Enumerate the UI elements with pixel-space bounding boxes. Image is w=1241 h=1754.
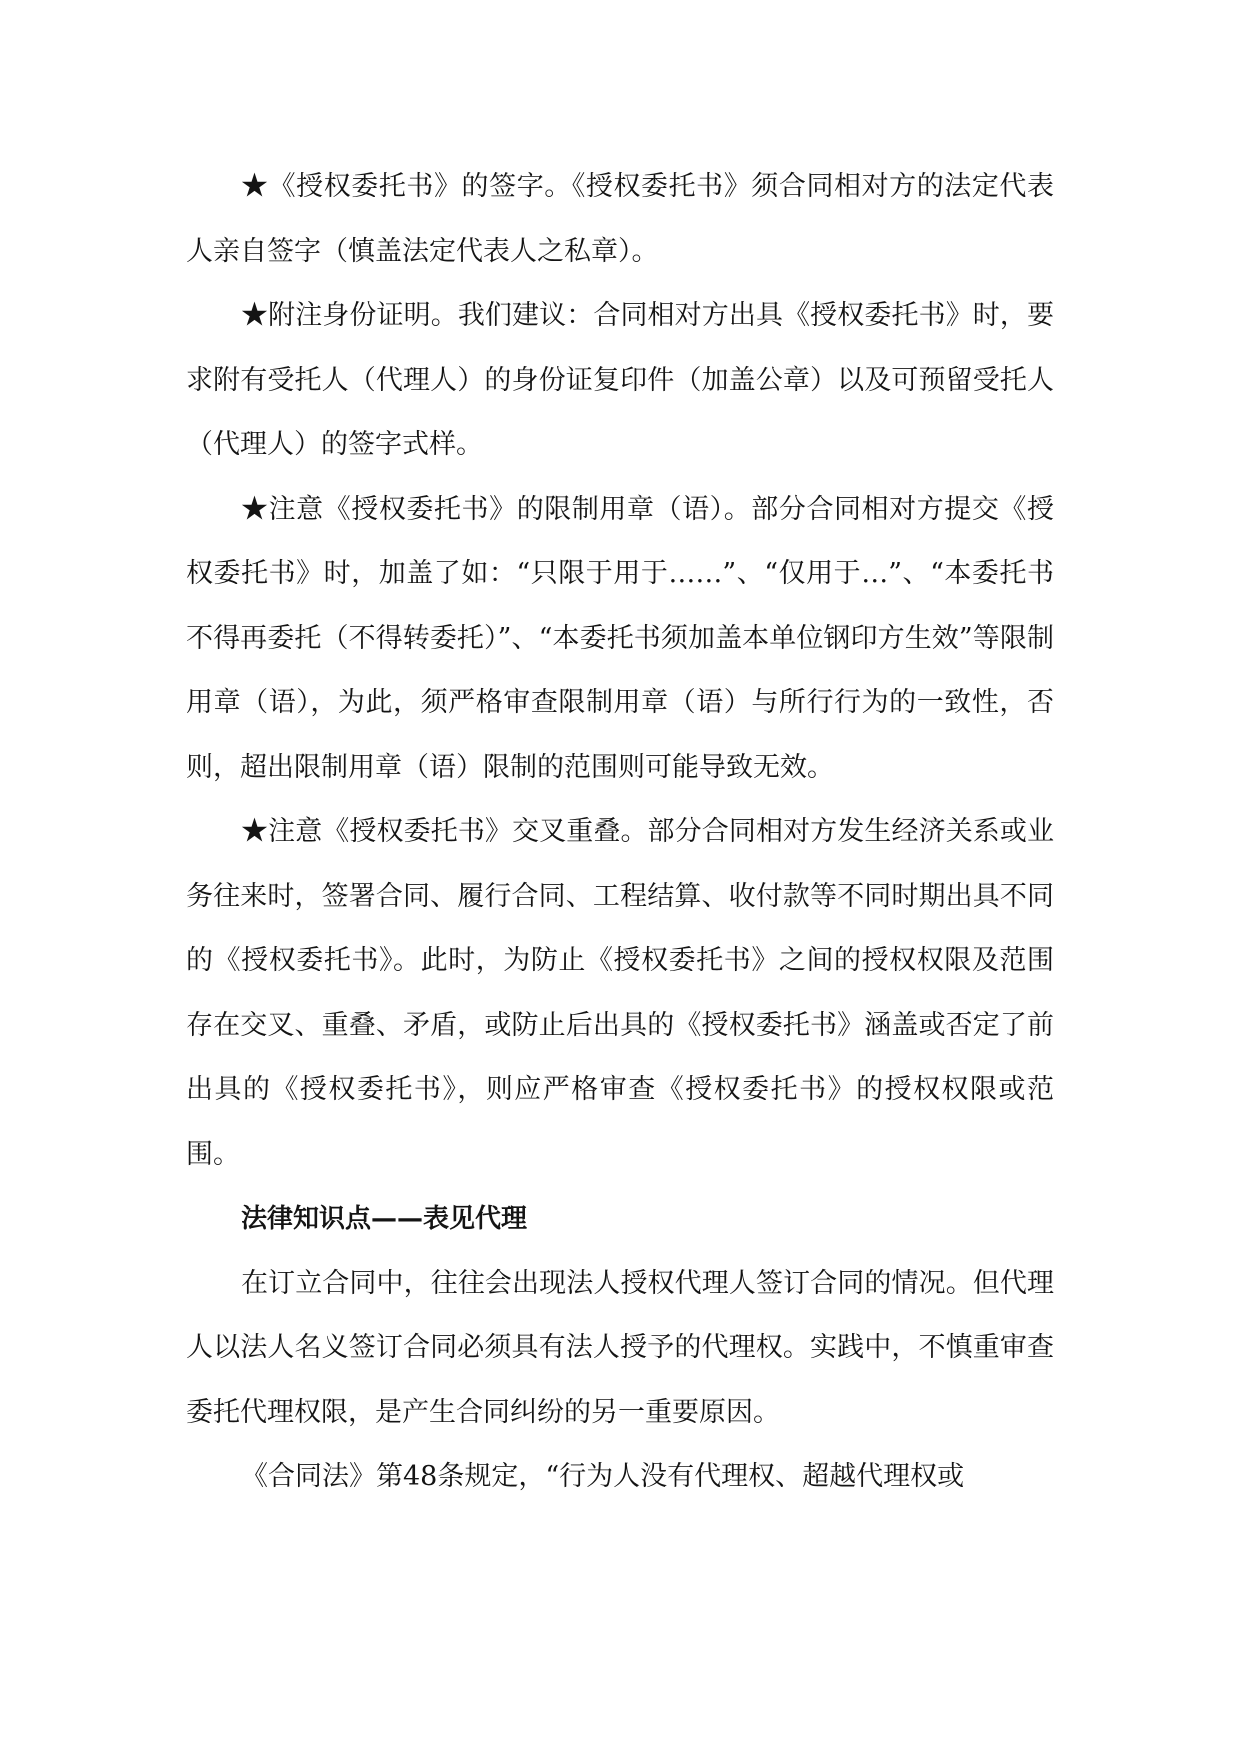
paragraph-signature: ★《授权委托书》的签字。《授权委托书》须合同相对方的法定代表人亲自签字（慎盖法定代表人之私章）。 — [186, 171, 1054, 267]
section-heading: 法律知识点——表见代理 — [241, 1204, 528, 1234]
paragraph-contract-law-48: 《合同法》第48条规定，“行为人没有代理权、超越代理权或 — [241, 1461, 965, 1492]
paragraph-restricted-seal: ★注意《授权委托书》的限制用章（语）。部分合同相对方提交《授权委托书》时，加盖了如：“只限于用于……”、“仅用于…”、“本委托书不得再委托（不得转委托）”、“本委托书须加盖本单位钢印方生效”等限制用章（语），为此，须严格审查限制用章（语）与所行行为的一致性，否则，超出限制用章（语）限制的范围则可能导致无效。 — [186, 493, 1054, 783]
paragraph-agency-intro: 在订立合同中，往往会出现法人授权代理人签订合同的情况。但代理人以法人名义签订合同必须具有法人授予的代理权。实践中，不慎重审查委托代理权限，是产生合同纠纷的另一重要原因。 — [186, 1267, 1054, 1428]
paragraph-overlap: ★注意《授权委托书》交叉重叠。部分合同相对方发生经济关系或业务往来时，签署合同、履行合同、工程结算、收付款等不同时期出具不同的《授权委托书》。此时，为防止《授权委托书》之间的授权权限及范围存在交叉、重叠、矛盾，或防止后出具的《授权委托书》涵盖或否定了前出具的《授权委托书》，则应严格审查《授权委托书》的授权权限或范围。 — [186, 816, 1054, 1170]
paragraph-identity-proof: ★附注身份证明。我们建议：合同相对方出具《授权委托书》时，要求附有受托人（代理人）的身份证复印件（加盖公章）以及可预留受托人（代理人）的签字式样。 — [186, 300, 1054, 460]
document-body — [186, 155, 1054, 1510]
